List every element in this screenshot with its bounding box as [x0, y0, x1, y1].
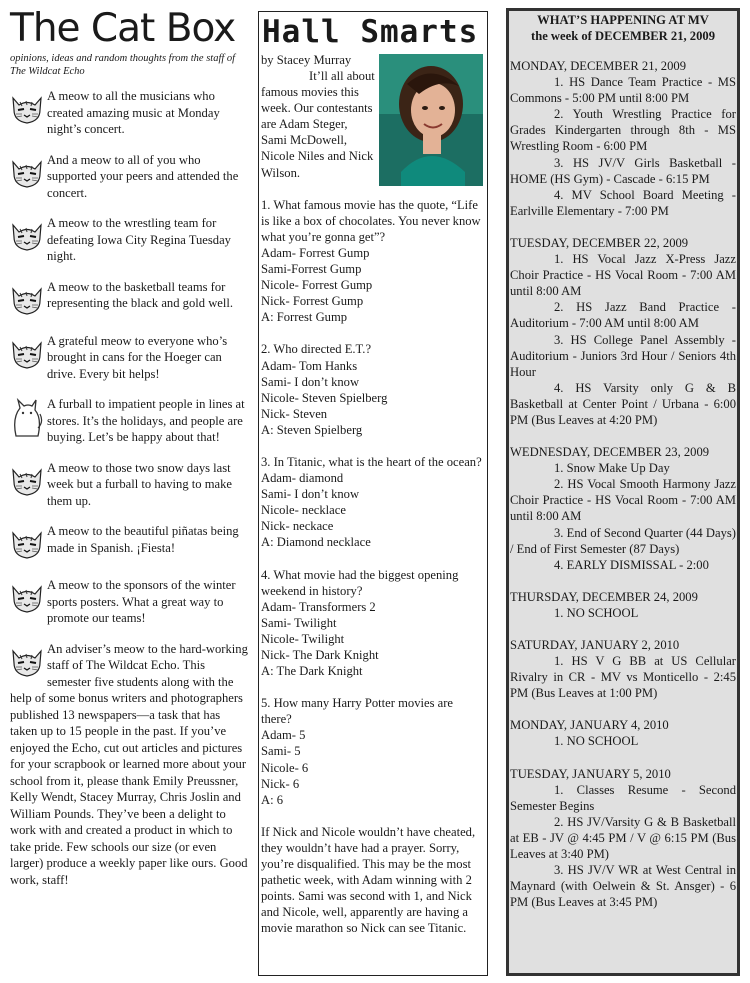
meow-item	[10, 396, 248, 446]
trivia-question	[261, 341, 485, 438]
day-heading: MONDAY, JANUARY 4, 2010	[510, 718, 669, 733]
answer-text: Adam- diamond	[261, 471, 344, 486]
outro-text: If Nick and Nicole wouldn’t have cheated, they wouldn’t have had a prayer. Sorry, you’re disqualified. This may be the most pathetic week, with Adam winning with 2 points. Sami was second with 1, and Nick and Nicole, well, apparently are having a movie marathon so Nick can see Titanic.	[261, 824, 476, 936]
question-text: 2. Who directed E.T.?	[261, 342, 372, 357]
meow-text: A meow to the sponsors of the winter sports posters. What a great way to promote our teams!	[47, 578, 236, 625]
cat-box-column	[10, 8, 248, 902]
day-heading: THURSDAY, DECEMBER 24, 2009	[510, 589, 698, 604]
answer-text: Nicole- 6	[261, 760, 309, 775]
trivia-question	[261, 695, 485, 808]
cat-icon	[10, 285, 44, 315]
portrait-image	[379, 54, 483, 186]
answer-text: Sami- 5	[261, 744, 301, 759]
event-item: 4. HS Varsity only G & B Basketball at Center Point / Urbana - 6:00 PM (Bus Leaves at 4:20 PM)	[510, 380, 736, 427]
cat-icon	[10, 158, 44, 188]
meow-item	[10, 215, 248, 265]
calendar-heading: WHAT’S HAPPENING AT MV	[537, 13, 709, 27]
calendar-day	[510, 444, 736, 573]
answer-text: A: 6	[261, 792, 284, 807]
trivia-question	[261, 197, 485, 326]
meow-item	[10, 152, 248, 202]
answer-text: A: The Dark Knight	[261, 664, 363, 679]
answer-text: Sami- I don’t know	[261, 487, 360, 502]
answer-text: Nick- neckace	[261, 519, 334, 534]
meow-item	[10, 333, 248, 383]
answer-text: A: Diamond necklace	[261, 535, 371, 550]
meow-text: A grateful meow to everyone who’s brought in cans for the Hoeger can drive. Every bit helps!	[47, 333, 228, 381]
event-item: 1. NO SCHOOL	[554, 605, 639, 620]
event-item: 3. End of Second Quarter (44 Days) / End of First Semester (87 Days)	[510, 525, 736, 556]
cat-icon	[10, 583, 44, 613]
meow-text: A furball to impatient people in lines at stores. It’s the holidays, and people are buying. Let’s be happy about that!	[47, 397, 245, 444]
event-item: 4. MV School Board Meeting - Earlville Elementary - 7:00 PM	[510, 187, 736, 218]
event-item: 2. HS JV/Varsity G & B Basketball at EB - JV @ 4:45 PM / V @ 6:15 PM (Bus Leaves at 3:40 PM)	[510, 814, 736, 862]
question-text: 4. What movie had the biggest opening weekend in history?	[261, 567, 459, 598]
hall-smarts-title: Hall Smarts	[262, 14, 479, 50]
calendar-day	[510, 589, 736, 621]
answer-text: Nick- The Dark Knight	[261, 648, 379, 662]
meow-text: And a meow to all of you who supported your peers and attended the concert.	[47, 152, 239, 200]
day-heading: TUESDAY, JANUARY 5, 2010	[510, 766, 671, 781]
event-item: 1. NO SCHOOL	[554, 734, 639, 749]
day-heading: TUESDAY, DECEMBER 22, 2009	[510, 235, 689, 250]
event-item: 2. HS Jazz Band Practice - Auditorium - 7:00 AM until 8:00 AM	[510, 300, 736, 331]
meow-text: A meow to those two snow days last week but a furball to having to make them up.	[47, 460, 233, 508]
event-item: 3. HS JV/V Girls Basketball - HOME (HS Gym) - Cascade - 6:15 PM	[510, 155, 736, 186]
calendar-subheading: the week of DECEMBER 21, 2009	[531, 28, 715, 43]
answer-text: Nicole- Forrest Gump	[261, 278, 373, 293]
question-list	[261, 197, 485, 808]
meow-item	[10, 460, 248, 510]
calendar-box	[506, 8, 740, 976]
author-photo	[379, 54, 483, 186]
meow-text: A meow to the beautiful piñatas being made in Spanish. ¡Fiesta!	[47, 524, 239, 555]
question-text: 5. How many Harry Potter movies are there?	[261, 696, 454, 727]
furball-cat-icon	[10, 398, 44, 438]
answer-text: Nick- Steven	[261, 406, 328, 421]
meow-item	[10, 577, 248, 627]
calendar-day	[510, 766, 736, 911]
meow-text: A meow to the wrestling team for defeating Iowa City Regina Tuesday night.	[47, 216, 231, 263]
answer-text: Adam- Transformers 2	[261, 599, 376, 614]
cat-icon	[10, 339, 44, 369]
event-item: 2. HS Vocal Smooth Harmony Jazz Choir Practice - HS Vocal Room - 7:00 AM until 8:00 AM	[510, 477, 736, 524]
answer-text: Sami-Forrest Gump	[261, 262, 362, 277]
cat-icon	[10, 529, 44, 559]
meow-item	[10, 279, 248, 319]
byline: by Stacey Murray	[261, 53, 352, 67]
answer-text: Adam- 5	[261, 728, 306, 743]
answer-text: Adam- Tom Hanks	[261, 358, 358, 373]
answer-text: Nicole- Twilight	[261, 631, 345, 646]
meow-text: An adviser’s meow to the hard-working staff of The Wildcat Echo. This semester five students along with the help of some bonus writers and photographers published 13 newspapers—a task that has taken up to 15 people in the past. If you’ve enjoyed the Echo, cut out articles and pictures for your scrapbook or learned more about your school from it, please thank Emily Preussner, Kelly Wendt, Stacey Murray, Chris Joslin and William Pounds. They’ve been a delight to work with and created a product in which to take pride. Few schools our size (or even larger) produce a weekly paper like ours. Good work, staff!	[10, 641, 248, 887]
cat-icon	[10, 94, 44, 124]
event-item: 3. HS College Panel Assembly - Auditorium - Juniors 3rd Hour / Seniors 4th Hour	[510, 332, 736, 379]
calendar-day	[510, 637, 736, 701]
event-item: 4. EARLY DISMISSAL - 2:00	[554, 557, 709, 572]
day-heading: MONDAY, DECEMBER 21, 2009	[510, 59, 686, 73]
meow-list	[10, 88, 248, 888]
event-item: 1. Classes Resume - Second Semester Begins	[510, 782, 736, 813]
day-heading: WEDNESDAY, DECEMBER 23, 2009	[510, 445, 710, 460]
intro-text: It’ll all about famous movies this week. Our contestants are Adam Steger, Sami McDowell, Nicole Niles and Nick Wilson.	[261, 69, 375, 180]
cat-icon	[10, 466, 44, 496]
answer-text: Sami- I don’t know	[261, 374, 360, 389]
answer-text: A: Steven Spielberg	[261, 422, 363, 437]
event-item: 1. HS V G BB at US Cellular Rivalry in CR - MV vs Monticello - 2:45 PM (Bus Leaves at 1:00 PM)	[510, 654, 736, 701]
event-item: 2. Youth Wrestling Practice for Grades Kindergarten through 8th - MS Wrestling Room - 6:00 PM	[510, 107, 736, 154]
meow-item	[10, 641, 248, 889]
event-item: 3. HS JV/V WR at West Central in Maynard (with Oelwein & St. Ansger) - 6 PM (Bus Leaves at 3:45 PM)	[510, 863, 736, 910]
answer-text: Sami- Twilight	[261, 615, 337, 630]
cat-box-tagline: opinions, ideas and random thoughts from the staff of The Wildcat Echo	[10, 53, 236, 77]
day-list	[510, 58, 736, 910]
calendar-day	[510, 235, 736, 428]
cat-box-title: The Cat Box	[10, 6, 236, 51]
answer-text: Nicole- Steven Spielberg	[261, 390, 388, 405]
answer-text: A: Forrest Gump	[261, 310, 348, 325]
day-heading: SATURDAY, JANUARY 2, 2010	[510, 638, 680, 652]
answer-text: Adam- Forrest Gump	[261, 245, 370, 260]
calendar-day	[510, 717, 736, 749]
question-text: 1. What famous movie has the quote, “Life is like a box of chocolates. You never know what you’re gonna get”?	[261, 197, 481, 244]
meow-item	[10, 523, 248, 563]
meow-text: A meow to all the musicians who created amazing music at Monday night’s concert.	[47, 89, 220, 136]
event-item: 1. HS Vocal Jazz X-Press Jazz Choir Practice - HS Vocal Room - 7:00 AM until 8:00 AM	[510, 252, 736, 299]
question-text: 3. In Titanic, what is the heart of the ocean?	[261, 454, 482, 469]
answer-text: Nicole- necklace	[261, 503, 346, 518]
trivia-question	[261, 454, 485, 551]
hall-smarts-column	[258, 11, 488, 976]
cat-icon	[10, 647, 44, 677]
meow-item	[10, 88, 248, 138]
event-item: 1. HS Dance Team Practice - MS Commons - 5:00 PM until 8:00 PM	[510, 75, 736, 106]
answer-text: Nick- 6	[261, 776, 300, 791]
calendar-day	[510, 58, 736, 219]
event-item: 1. Snow Make Up Day	[554, 461, 670, 476]
answer-text: Nick- Forrest Gump	[261, 294, 364, 309]
meow-text: A meow to the basketball teams for representing the black and gold well.	[47, 279, 234, 310]
cat-icon	[10, 221, 44, 251]
trivia-question	[261, 567, 485, 680]
